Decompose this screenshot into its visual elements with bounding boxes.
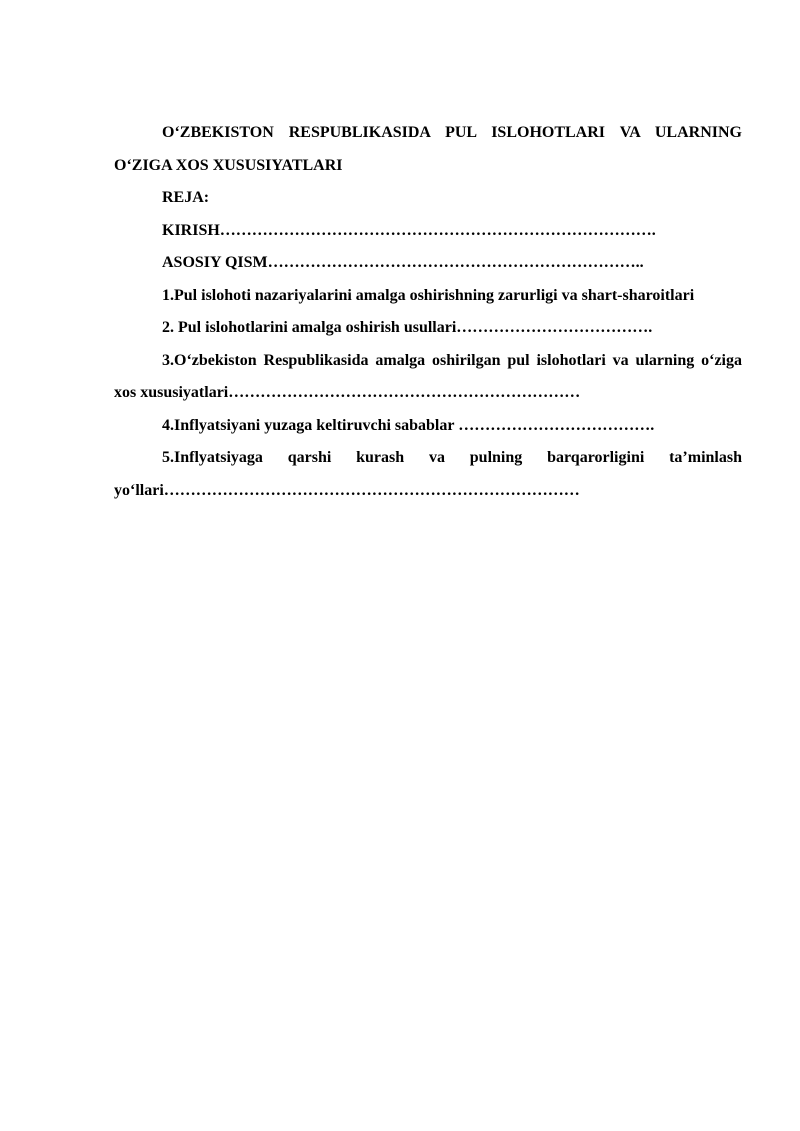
document-body: [114, 117, 742, 507]
toc-item-4: 4.Inflyatsiyani yuzaga keltiruvchi sabablar ……………………………….: [162, 416, 655, 434]
document-title: O‘ZBEKISTON RESPUBLIKASIDA PUL ISLOHOTLARI VA ULARNING O‘ZIGA XOS XUSUSIYATLARI: [114, 124, 742, 174]
toc-item-1: 1.Pul islohoti nazariyalarini amalga oshirishning zarurligi va shart-sharoitlari: [162, 286, 695, 304]
toc-item-main-part: ASOSIY QISM……………………………………………………………..: [162, 254, 644, 271]
toc-item-5: 5.Inflyatsiyaga qarshi kurash va pulning barqarorligini ta’minlash yo‘llari……………………………………………………………………: [114, 449, 742, 499]
plan-heading: REJA:: [162, 189, 210, 206]
toc-item-3: 3.O‘zbekiston Respublikasida amalga oshirilgan pul islohotlari va ularning o‘ziga xos xususiyatlari…………………………………………………………: [114, 351, 742, 401]
toc-item-intro: KIRISH……………………………………………………………………….: [162, 221, 656, 239]
toc-item-2: 2. Pul islohotlarini amalga oshirish usullari……………………………….: [162, 319, 653, 336]
